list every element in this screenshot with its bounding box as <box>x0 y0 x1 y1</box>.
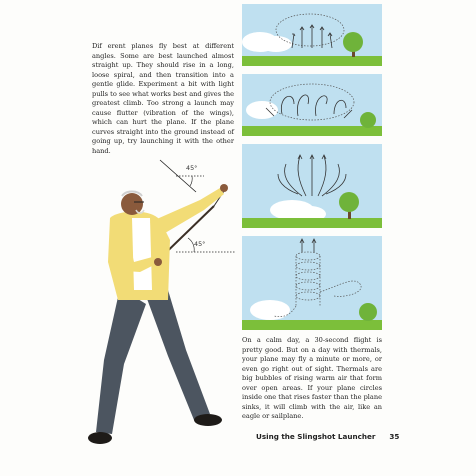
lower-hand <box>154 258 162 266</box>
left-leg <box>96 288 146 434</box>
section-title: Using the Slingshot Launcher <box>256 432 376 441</box>
right-leg <box>146 290 210 420</box>
angle-label-upper: 45° <box>186 164 198 172</box>
lower-angle-diagram <box>176 238 236 252</box>
page-footer <box>256 432 399 441</box>
shirt <box>132 218 152 290</box>
right-shoe <box>194 414 222 426</box>
raised-arm <box>150 188 224 236</box>
upper-angle-diagram <box>160 160 204 192</box>
thermals-paragraph: On a calm day, a 30-second flight is pretty good. But on a day with thermals, your plane may fly a minute or more, or even go right out of sight. Thermals are big bubbles of rising warm air that form over open areas. If your plane circles inside one that rises faster than the plane sinks, it will climb with the air, like an eagle or sailplane. <box>242 336 382 420</box>
page-number: 35 <box>389 432 400 441</box>
raised-hand <box>220 184 228 192</box>
angle-label-lower: 45° <box>194 240 206 248</box>
intro-paragraph: Dif erent planes fly best at different angles. Some are best launched almost straight up. They should rise in a long, loose spiral, and then transition into a gentle glide. Experiment a bit with light pulls to see what works best and gives the greatest climb. Too strong a launch may cause flutter (vibration of the wings), which can hurt the plane. If the plane curves straight into the ground instead of going up, try launching it with the other hand. <box>92 42 234 155</box>
head <box>121 193 143 215</box>
left-shoe <box>88 432 112 444</box>
